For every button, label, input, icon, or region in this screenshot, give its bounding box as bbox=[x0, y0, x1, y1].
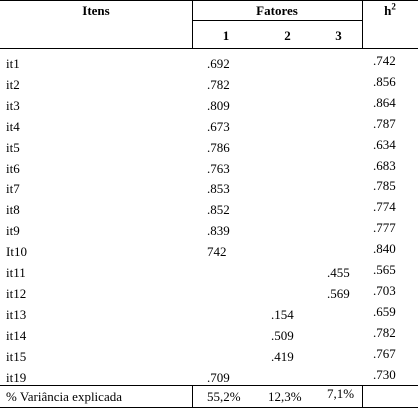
communality-value: .742 bbox=[373, 53, 396, 68]
item-label: it4 bbox=[6, 119, 20, 134]
factor-2-loading: .509 bbox=[271, 328, 294, 343]
communality-value: .774 bbox=[373, 199, 396, 214]
factor-1-loading: .692 bbox=[207, 56, 230, 71]
footer-top-rule bbox=[0, 385, 418, 386]
communality-value: .767 bbox=[373, 346, 396, 361]
variance-label: % Variância explicada bbox=[6, 389, 122, 404]
item-label: it14 bbox=[6, 328, 27, 343]
fatores-underline bbox=[192, 20, 362, 21]
communality-value: .565 bbox=[373, 262, 396, 277]
item-label: it3 bbox=[6, 98, 20, 113]
item-label: it11 bbox=[6, 265, 26, 280]
variance-factor-3: 7,1% bbox=[327, 386, 355, 401]
communality-value: .856 bbox=[373, 74, 396, 89]
communality-value: .703 bbox=[373, 283, 396, 298]
communality-value: .777 bbox=[373, 220, 396, 235]
h2-header-base: h bbox=[384, 3, 392, 18]
header-bottom-rule bbox=[0, 48, 418, 49]
communality-value: .787 bbox=[373, 116, 396, 131]
top-rule bbox=[0, 0, 418, 1]
factor-1-header: 1 bbox=[222, 28, 230, 43]
item-label: it8 bbox=[6, 202, 20, 217]
itens-header: Itens bbox=[82, 3, 110, 18]
factor-2-loading: .154 bbox=[271, 307, 294, 322]
variance-factor-1: 55,2% bbox=[207, 389, 241, 404]
factor-1-loading: .853 bbox=[207, 181, 230, 196]
factor-1-loading: .673 bbox=[207, 119, 230, 134]
factor-1-loading: .809 bbox=[207, 98, 230, 113]
footer-sep-h2 bbox=[362, 385, 363, 408]
factor-3-loading: .455 bbox=[327, 265, 350, 280]
item-label: it9 bbox=[6, 223, 20, 238]
fatores-header: Fatores bbox=[256, 3, 298, 18]
item-label: It10 bbox=[6, 244, 27, 259]
communality-value: .730 bbox=[373, 367, 396, 382]
communality-value: .683 bbox=[373, 158, 396, 173]
h2-header bbox=[362, 3, 418, 18]
communality-value: .785 bbox=[373, 178, 396, 193]
item-label: it19 bbox=[6, 370, 27, 385]
factor-2-loading: .419 bbox=[271, 349, 294, 364]
item-label: it13 bbox=[6, 307, 27, 322]
factor-1-loading: .709 bbox=[207, 370, 230, 385]
variance-factor-2: 12,3% bbox=[268, 389, 302, 404]
factor-1-loading: 742 bbox=[207, 244, 227, 259]
factor-1-loading: .839 bbox=[207, 223, 230, 238]
item-label: it6 bbox=[6, 161, 20, 176]
communality-value: .659 bbox=[373, 304, 396, 319]
factor-1-loading: .852 bbox=[207, 202, 230, 217]
item-label: it1 bbox=[6, 56, 20, 71]
communality-value: .782 bbox=[373, 325, 396, 340]
communality-value: .840 bbox=[373, 241, 396, 256]
factor-3-loading: .569 bbox=[327, 286, 350, 301]
factor-1-loading: .786 bbox=[207, 140, 230, 155]
factor-3-header: 3 bbox=[335, 28, 342, 43]
item-label: it5 bbox=[6, 140, 20, 155]
item-label: it7 bbox=[6, 181, 20, 196]
communality-value: .864 bbox=[373, 95, 396, 110]
h2-header-sup: 2 bbox=[391, 1, 396, 12]
factor-1-loading: .763 bbox=[207, 161, 230, 176]
item-label: it12 bbox=[6, 286, 27, 301]
item-label: it2 bbox=[6, 77, 20, 92]
communality-value: .634 bbox=[373, 137, 396, 152]
footer-sep-items bbox=[192, 385, 193, 408]
item-label: it15 bbox=[6, 349, 27, 364]
factor-2-header: 2 bbox=[284, 28, 291, 43]
factor-1-loading: .782 bbox=[207, 77, 230, 92]
